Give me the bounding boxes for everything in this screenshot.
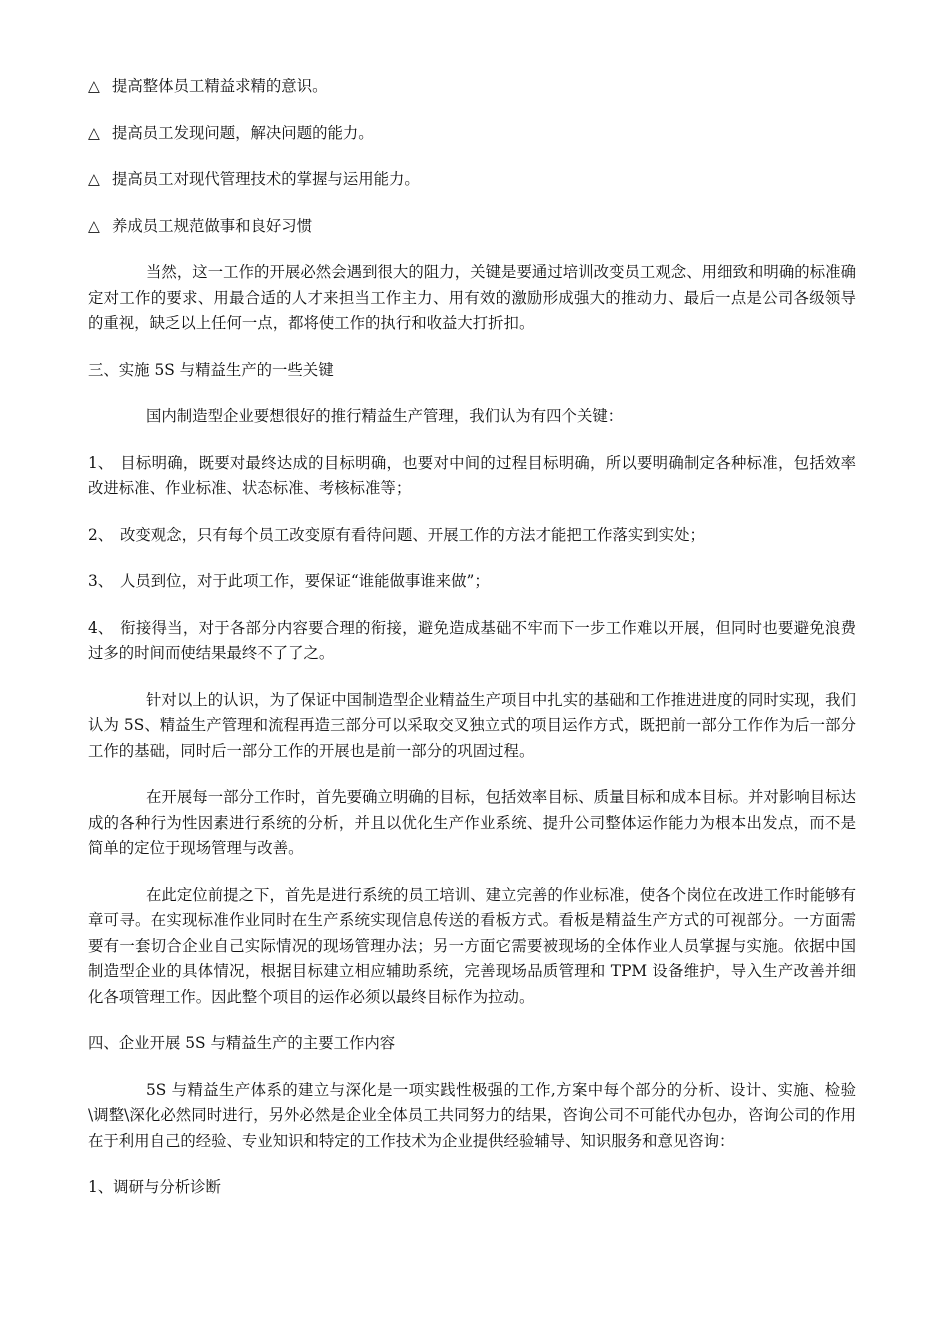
item-number: 2、 <box>88 525 114 544</box>
body-paragraph: 针对以上的认识，为了保证中国制造型企业精益生产项目中扎实的基础和工作推进进度的同时实现，我们认为 5S、精益生产管理和流程再造三部分可以采取交叉独立式的项目运作方式，既把前一部分工作作为后一部分工作的基础，同时后一部分工作的开展也是前一部分的巩固过程。 <box>88 690 856 760</box>
bullet-item <box>88 214 856 240</box>
bullet-item <box>88 74 856 100</box>
bullet-text: 提高员工对现代管理技术的掌握与运用能力。 <box>112 170 420 188</box>
item-text: 目标明确，既要对最终达成的目标明确，也要对中间的过程目标明确，所以要明确制定各种标准，包括效率改进标准、作业标准、状态标准、考核标准等； <box>88 453 856 497</box>
section-heading: 三、实施 5S 与精益生产的一些关键 <box>88 360 334 379</box>
body-paragraph: 在开展每一部分工作时，首先要确立明确的目标，包括效率目标、质量目标和成本目标。并对影响目标达成的各种行为性因素进行系统的分析，并且以优化生产作业系统、提升公司整体运作能力为根本出发点，而不是简单的定位于现场管理与改善。 <box>88 788 856 857</box>
triangle-bullet-icon: △ <box>88 170 100 188</box>
bullet-text: 提高员工发现问题，解决问题的能力。 <box>112 123 374 142</box>
item-number: 1、 <box>88 453 114 472</box>
document-page <box>88 74 856 1222</box>
item-text: 衔接得当，对于各部分内容要合理的衔接，避免造成基础不牢而下一步工作难以开展，但同时也要避免浪费过多的时间而使结果最终不了了之。 <box>88 618 856 662</box>
body-paragraph: 国内制造型企业要想很好的推行精益生产管理，我们认为有四个关键： <box>146 407 624 425</box>
bullet-text: 提高整体员工精益求精的意识。 <box>112 77 328 95</box>
numbered-item <box>88 569 856 595</box>
body-paragraph: 在此定位前提之下，首先是进行系统的员工培训、建立完善的作业标准，使各个岗位在改进工作时能够有章可寻。在实现标准作业同时在生产系统实现信息传送的看板方式。看板是精益生产方式的可视部分。一方面需要有一套切合企业自己实际情况的现场管理办法；另一方面它需要被现场的全体作业人员掌握与实施。依据中国制造型企业的具体情况，根据目标建立相应辅助系统，完善现场品质管理和 TPM 设备维护，导入生产改善并细化各项管理工作。因此整个项目的运作必须以最终目标作为拉动。 <box>88 885 856 1006</box>
subsection-heading: 1、调研与分析诊断 <box>88 1178 221 1196</box>
numbered-item <box>88 616 856 667</box>
body-paragraph: 5S 与精益生产体系的建立与深化是一项实践性极强的工作,方案中每个部分的分析、设计、实施、检验\调整\深化必然同时进行，另外必然是企业全体员工共同努力的结果，咨询公司不可能代办包办，咨询公司的作用在于利用自己的经验、专业知识和特定的工作技术为企业提供经验辅导、知识服务和意见咨询： <box>88 1080 856 1150</box>
section-heading: 四、企业开展 5S 与精益生产的主要工作内容 <box>88 1034 396 1052</box>
item-text: 改变观念，只有每个员工改变原有看待问题、开展工作的方法才能把工作落实到实处； <box>120 525 705 544</box>
numbered-item <box>88 451 856 502</box>
numbered-item <box>88 523 856 549</box>
bullet-text: 养成员工规范做事和良好习惯 <box>112 216 313 235</box>
bullet-item <box>88 167 856 193</box>
triangle-bullet-icon: △ <box>88 123 100 142</box>
item-text: 人员到位，对于此项工作，要保证“谁能做事谁来做”； <box>120 572 490 590</box>
bullet-item <box>88 121 856 147</box>
body-paragraph: 当然，这一工作的开展必然会遇到很大的阻力，关键是要通过培训改变员工观念、用细致和明确的标准确定对工作的要求、用最合适的人才来担当工作主力、用有效的激励形成强大的推动力、最后一点是公司各级领导的重视，缺乏以上任何一点，都将使工作的执行和收益大打折扣。 <box>88 263 856 332</box>
triangle-bullet-icon: △ <box>88 77 100 95</box>
triangle-bullet-icon: △ <box>88 216 100 235</box>
item-number: 3、 <box>88 572 114 590</box>
item-number: 4、 <box>88 618 114 637</box>
